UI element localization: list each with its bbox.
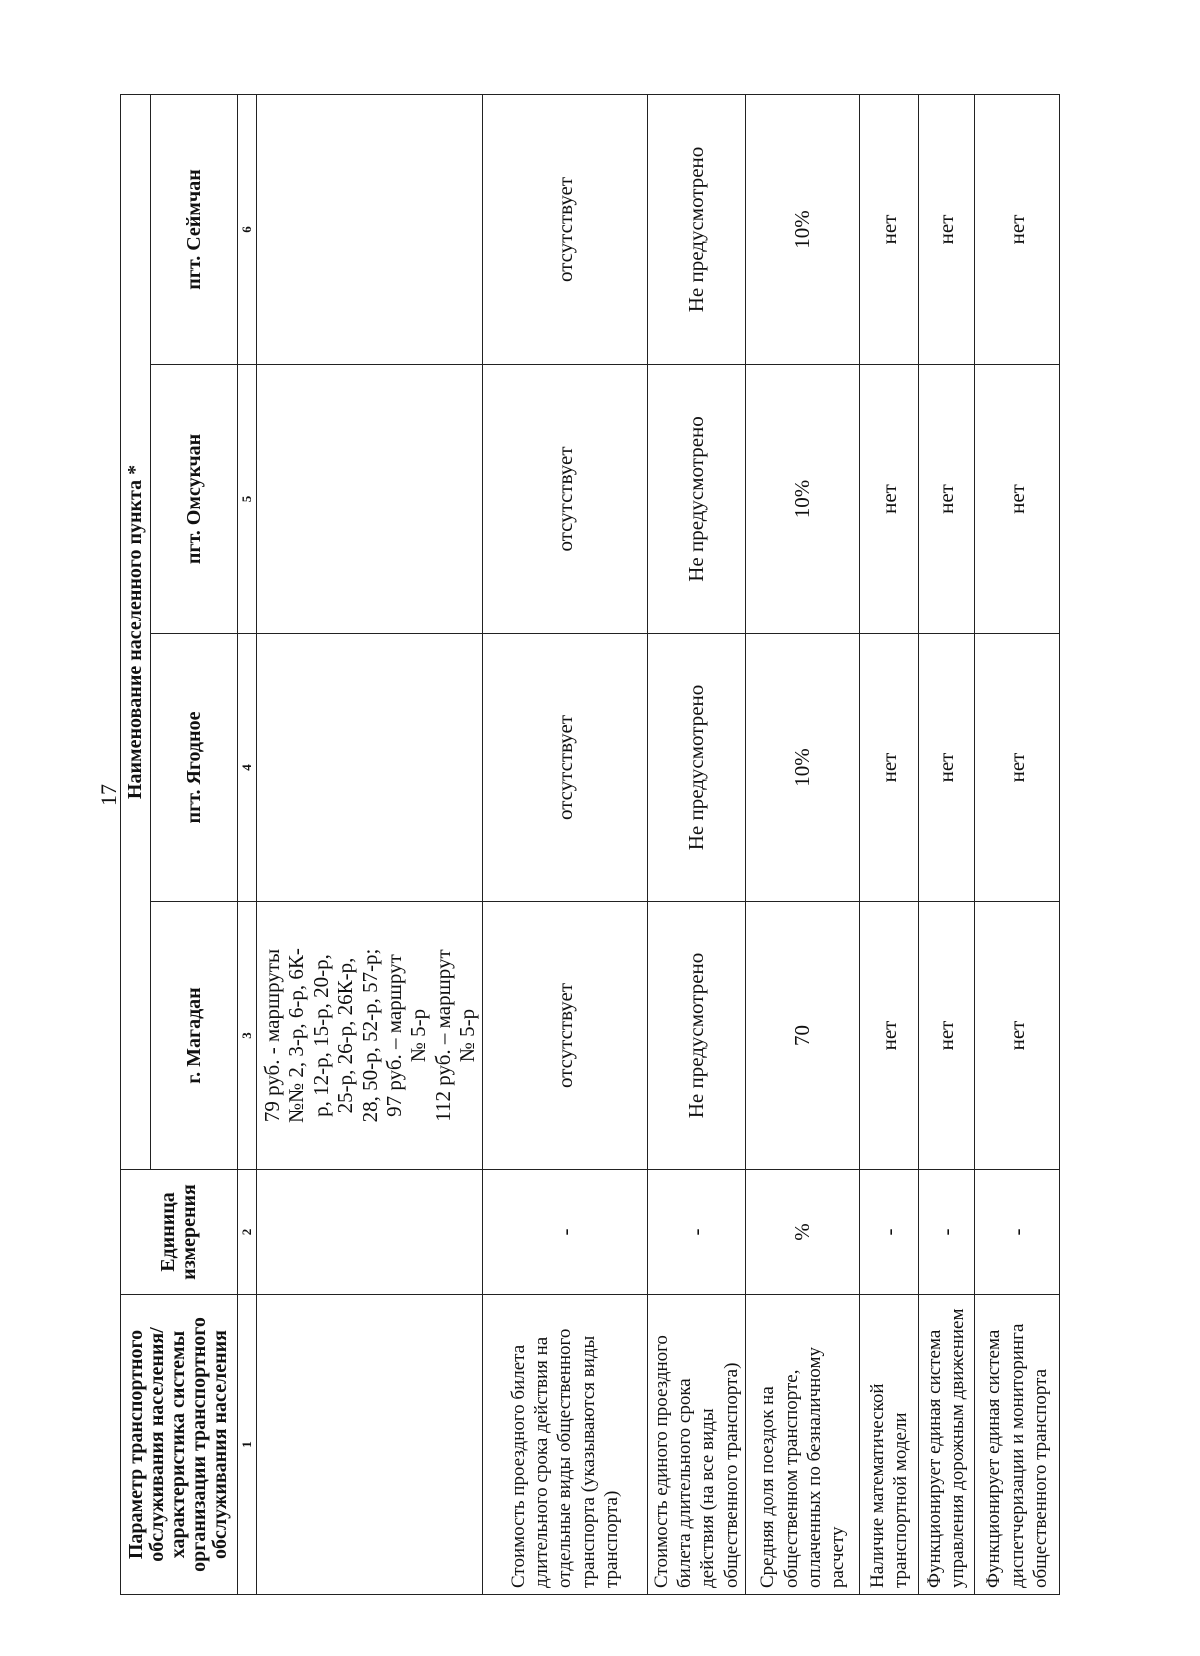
row-param: Функционирует единая система диспетчеризации и мониторинга общественного транспорта bbox=[975, 1295, 1060, 1595]
row-param: Средняя доля поездок на общественном транспорте, оплаченных по безналичному расчету bbox=[746, 1295, 860, 1595]
row-param: Стоимость проездного билета длительного срока действия на отдельные виды общественного транспорта (указываются виды транспорта) bbox=[483, 1295, 647, 1595]
row-unit: - bbox=[860, 1170, 919, 1295]
row-param: Функционирует единая система управления дорожным движением bbox=[918, 1295, 974, 1595]
row-unit: % bbox=[746, 1170, 860, 1295]
row-value: 70 bbox=[746, 902, 860, 1170]
row-value: нет bbox=[975, 634, 1060, 902]
header-city-seymchan: пгт. Сеймчан bbox=[151, 94, 238, 364]
row-value: 10% bbox=[746, 365, 860, 634]
row-value: нет bbox=[918, 365, 974, 634]
empty-cell bbox=[257, 1295, 483, 1595]
row-value: 10% bbox=[746, 634, 860, 902]
row-value: нет bbox=[918, 94, 974, 364]
fare-cost-magadan bbox=[257, 902, 483, 1170]
empty-cell bbox=[257, 634, 483, 902]
header-param: Параметр транспортного обслуживания населения/ характеристика системы организации транспортного обслуживания населения bbox=[121, 1295, 238, 1595]
row-param: Наличие математической транспортной модели bbox=[860, 1295, 919, 1595]
row-value: нет bbox=[918, 634, 974, 902]
header-settlement-group: Наименование населенного пункта * bbox=[121, 94, 151, 1169]
fare-cost-line: 25-р, 26-р, 26К-р, bbox=[333, 957, 358, 1114]
row-value: отсутствует bbox=[483, 365, 647, 634]
column-number: 1 bbox=[237, 1295, 256, 1595]
column-number: 4 bbox=[237, 634, 256, 902]
rotated-table-wrapper bbox=[120, 95, 1060, 1595]
row-value: нет bbox=[975, 902, 1060, 1170]
table-row bbox=[918, 94, 974, 1594]
row-value: нет bbox=[918, 902, 974, 1170]
row-value: Не предусмотрено bbox=[647, 902, 746, 1170]
row-value: нет bbox=[860, 902, 919, 1170]
row-value: нет bbox=[860, 94, 919, 364]
row-value: нет bbox=[975, 365, 1060, 634]
fare-cost-line: 112 руб. – маршрут bbox=[430, 949, 455, 1122]
header-unit: Единица измерения bbox=[121, 1170, 238, 1295]
column-number: 5 bbox=[237, 365, 256, 634]
table-row-fare-cost bbox=[257, 94, 483, 1594]
empty-cell bbox=[257, 94, 483, 364]
row-value: отсутствует bbox=[483, 94, 647, 364]
row-value: 10% bbox=[746, 94, 860, 364]
table-row bbox=[860, 94, 919, 1594]
column-number: 6 bbox=[237, 94, 256, 364]
row-unit: - bbox=[975, 1170, 1060, 1295]
fare-cost-line: 97 руб. – маршрут bbox=[381, 954, 406, 1117]
fare-cost-line: 79 руб. - маршруты bbox=[260, 948, 285, 1123]
header-city-yagodnoe: пгт. Ягодное bbox=[151, 634, 238, 902]
row-value: нет bbox=[860, 634, 919, 902]
empty-cell bbox=[257, 1170, 483, 1295]
row-value: нет bbox=[975, 94, 1060, 364]
row-value: Не предусмотрено bbox=[647, 94, 746, 364]
row-unit: - bbox=[647, 1170, 746, 1295]
column-number: 3 bbox=[237, 902, 256, 1170]
row-value: Не предусмотрено bbox=[647, 365, 746, 634]
row-value: Не предусмотрено bbox=[647, 634, 746, 902]
fare-cost-line: № 5-р bbox=[454, 1008, 479, 1063]
row-unit: - bbox=[918, 1170, 974, 1295]
header-city-omsukchan: пгт. Омсукчан bbox=[151, 365, 238, 634]
row-unit: - bbox=[483, 1170, 647, 1295]
fare-cost-line: № 5-р bbox=[406, 1008, 431, 1063]
page-number: 17 bbox=[96, 784, 121, 806]
fare-cost-line: р, 12-р, 15-р, 20-р, bbox=[308, 954, 333, 1117]
empty-cell bbox=[257, 365, 483, 634]
row-value: отсутствует bbox=[483, 634, 647, 902]
row-param: Стоимость единого проездного билета длительного срока действия (на все виды общественного транспорта) bbox=[647, 1295, 746, 1595]
table-row bbox=[746, 94, 860, 1594]
fare-cost-line: №№ 2, 3-р, 6-р, 6К- bbox=[284, 948, 309, 1123]
fare-cost-line: 28, 50-р, 52-р, 57-р; bbox=[357, 948, 382, 1123]
transport-parameters-table bbox=[120, 94, 1060, 1595]
column-number: 2 bbox=[237, 1170, 256, 1295]
header-city-magadan: г. Магадан bbox=[151, 902, 238, 1170]
row-value: отсутствует bbox=[483, 902, 647, 1170]
table-row bbox=[975, 94, 1060, 1594]
table-row bbox=[483, 94, 647, 1594]
table-row bbox=[647, 94, 746, 1594]
row-value: нет bbox=[860, 365, 919, 634]
